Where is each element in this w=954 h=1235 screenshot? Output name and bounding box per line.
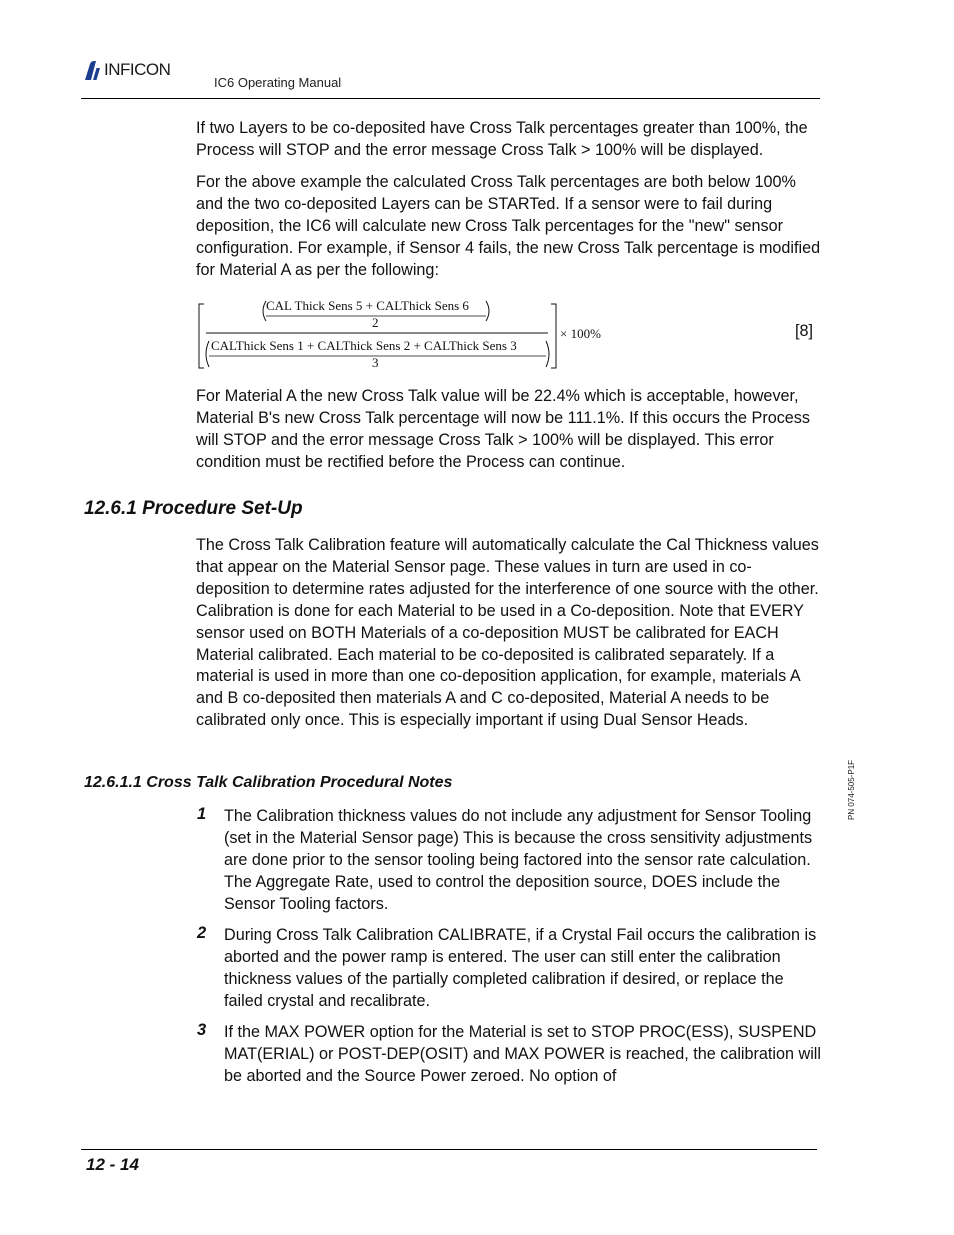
list-item-number: 2 (197, 924, 207, 942)
list-item-number: 1 (197, 805, 207, 823)
paragraph-crosstalk-limit: If two Layers to be co-deposited have Cross Talk percentages greater than 100%, the Process will STOP and the error message Cross Talk > 100% will be displayed. (196, 119, 808, 159)
equation-multiplier: × 100% (560, 326, 601, 341)
equation-denominator-sum: CALThick Sens 1 + CALThick Sens 2 + CALThick Sens 3 (211, 338, 517, 353)
paragraph-material-result: For Material A the new Cross Talk value will be 22.4% which is acceptable, however, Material B's new Cross Talk percentage will now be 111.1%. If this occurs the Process will STOP and the error message Cross Talk > 100% will be displayed. This error condition must be rectified before the Process can continue. (196, 387, 810, 471)
list-item-text: During Cross Talk Calibration CALIBRATE, if a Crystal Fail occurs the calibration is aborted and the power ramp is entered. The user can still enter the calibration thickness values of the partially completed calibration if desired, or replace the failed crystal and recalibrate. (224, 926, 817, 1010)
logo-text: INFICON (104, 60, 171, 79)
footer-rule (81, 1149, 817, 1150)
inficon-logo-mark-icon (82, 60, 104, 82)
paragraph-procedure-setup: The Cross Talk Calibration feature will automatically calculate the Cal Thickness values that appear on the Material Sensor page. These values in turn are used in co-deposition to determine rates adjusted for the interference of one source with the other. Calibration is done for each Material to be used in a Co-deposition. Note that EVERY sensor used on BOTH Materials of a co-deposition MUST be calibrated for EACH Material calibrated. Each material to be co-deposited is calibrated separately. If a material is used in more than one co-deposition application, for example, materials A and B co-deposited then materials A and C co-deposited, Material A needs to be calibrated only once. This is especially important if using Dual Sensor Heads. (196, 536, 819, 730)
section-heading: 12.6.1 Procedure Set-Up (84, 498, 303, 519)
part-number: PN 074-505-P1F (847, 759, 856, 820)
page-number: 12 - 14 (86, 1155, 139, 1174)
list-item-number: 3 (197, 1021, 207, 1039)
list-item-text: If the MAX POWER option for the Material is set to STOP PROC(ESS), SUSPEND MAT(ERIAL) or POST-DEP(OSIT) and MAX POWER is reached, the calibration will be aborted and the Source Power zeroed. No option of (224, 1023, 821, 1085)
equation-numerator-sum: CAL Thick Sens 5 + CALThick Sens 6 (266, 298, 469, 313)
subsection-heading: 12.6.1.1 Cross Talk Calibration Procedural Notes (84, 774, 453, 791)
equation-number: [8] (795, 322, 813, 340)
inficon-logo (82, 60, 197, 82)
equation-numerator-divisor: 2 (372, 315, 379, 330)
list-item-text: The Calibration thickness values do not include any adjustment for Sensor Tooling (set in the Material Sensor page) This is because the cross sensitivity adjustments are done prior to the sensor tooling being factored into the sensor rate calculation. The Aggregate Rate, used to control the deposition source, DOES include the Sensor Tooling factors. (224, 807, 813, 913)
manual-title: IC6 Operating Manual (214, 75, 342, 90)
paragraph-sensor-fail-example: For the above example the calculated Cross Talk percentages are both below 100% and the two co-deposited Layers can be STARTed. If a sensor were to fail during deposition, the IC6 will calculate new Cross Talk percentages for the "new" sensor configuration. For example, if Sensor 4 fails, the new Cross Talk percentage is modified for Material A as per the following: (196, 173, 821, 279)
crosstalk-equation (196, 298, 616, 374)
header-rule (81, 98, 820, 99)
equation-denominator-divisor: 3 (372, 355, 379, 370)
